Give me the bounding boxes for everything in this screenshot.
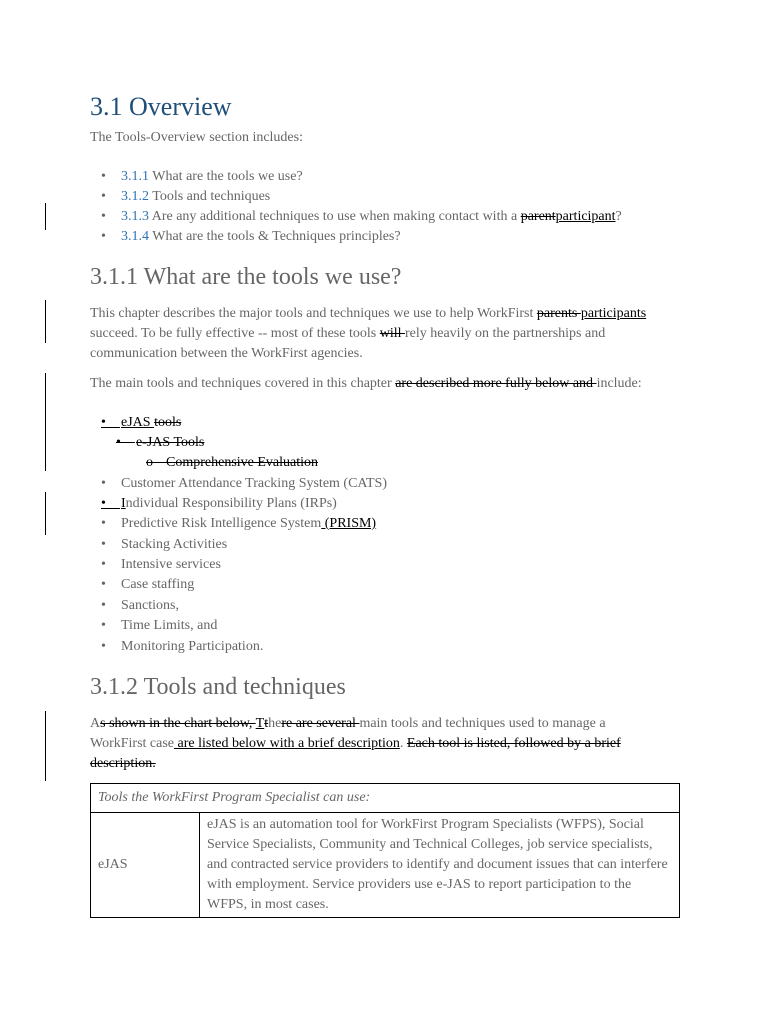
toc-text: Are any additional techniques to use when making contact with a	[149, 209, 521, 224]
toc-link-3-1-2[interactable]: 3.1.2	[121, 189, 149, 204]
section-311-para1-line2: succeed. To be fully effective -- most of these tools will rely heavily on the partnerships and	[90, 326, 606, 341]
tools-table	[90, 783, 680, 918]
toc-link-3-1-4[interactable]: 3.1.4	[121, 229, 149, 244]
overview-heading: 3.1 Overview	[90, 92, 232, 121]
toc-text: ?	[615, 209, 622, 224]
section-311-para1-line1: This chapter describes the major tools and techniques we use to help WorkFirst parents participants	[90, 306, 647, 321]
section-312-line2: WorkFirst case are listed below with a brief description. Each tool is listed, followed by a brief	[90, 736, 621, 751]
section-311-para1-line3: communication between the WorkFirst agencies.	[90, 346, 363, 361]
toc-text: Tools and techniques	[149, 189, 271, 204]
change-bar	[45, 711, 46, 781]
table-caption: Tools the WorkFirst Program Specialist can use:	[91, 784, 680, 813]
deleted-text: parents	[536, 306, 581, 321]
section-312-line3: description.	[90, 756, 156, 771]
inserted-text: participants	[580, 306, 647, 321]
overview-intro: The Tools-Overview section includes:	[90, 130, 303, 145]
section-311-heading: 3.1.1 What are the tools we use?	[90, 264, 402, 290]
section-312-heading: 3.1.2 Tools and techniques	[90, 674, 346, 700]
toc-text: What are the tools we use?	[149, 169, 303, 184]
inserted-text: (PRISM)	[321, 516, 377, 531]
change-bar	[45, 203, 46, 230]
change-bar	[45, 300, 46, 343]
section-312-line1: As shown in the chart below, Tthere are several main tools and techniques used to manage a	[90, 716, 606, 731]
document-page: 3.1 Overview The Tools-Overview section includes: • 3.1.1 What are the tools we use? • 3.1.2 Tools and techniques • 3.1.3 Are any additional techniques to use when making contact with a parentparticipant? • 3.1.4 What are the tools & Techniques principles? 3.1.1 What are the tools we use? This chapter describes the major tools and techniques we use to help WorkFirst parents participants succeed. To be fully effective -- most of these tools will rely heavily on the partnerships and communication between the WorkFirst agencies. The main tools and techniques covered in this chapter are described more fully below and include: • eJAS tools • e-JAS Tools o Comprehensive Evaluation • Customer Attendance Tracking System (CATS) • Individual Responsibility Plans (IRPs) • Predictive Risk Intelligence System (PRISM) • Stacking Activities • Intensive services • Case staffing • Sanctions, • Time Limits, and • Monitoring Participation. 3.1.2 Tools and techniques As shown in the chart below, Tthere are several main tools and techniques used to manage a WorkFirst case are listed below with a brief description. Each tool is listed, followed by a brief description. Tools the WorkFirst Program Specialist can use: eJAS eJAS is an automation tool for WorkFirst Program Specialists (WFPS), Social Service Specialists, Community and Technical Colleges, job service specialists, and contracted service providers to identify and document issues that can interfere with employment. Service providers use e-JAS to report participation to the WFPS, in most cases.	[0, 0, 770, 1024]
deleted-text: are described more fully below and	[395, 376, 597, 391]
tool-name-cell: eJAS	[91, 813, 200, 918]
tool-description-cell: eJAS is an automation tool for WorkFirst Program Specialists (WFPS), Social Service Specialists, Community and Technical Colleges, job service specialists, and contracted service providers to identify and document issues that can interfere with employment. Service providers use e-JAS to report participation to the WFPS, in most cases.	[200, 813, 680, 918]
toc-link-3-1-3[interactable]: 3.1.3	[121, 209, 149, 224]
change-bar	[45, 373, 46, 471]
deleted-text: will	[379, 326, 405, 341]
change-bar	[45, 492, 46, 535]
toc-link-3-1-1[interactable]: 3.1.1	[121, 169, 149, 184]
section-311-para2: The main tools and techniques covered in this chapter are described more fully below and include:	[90, 376, 642, 391]
table-row	[91, 813, 680, 918]
deleted-text: parent	[520, 209, 556, 224]
inserted-text: participant	[555, 209, 616, 224]
toc-text: What are the tools & Techniques principles?	[149, 229, 401, 244]
